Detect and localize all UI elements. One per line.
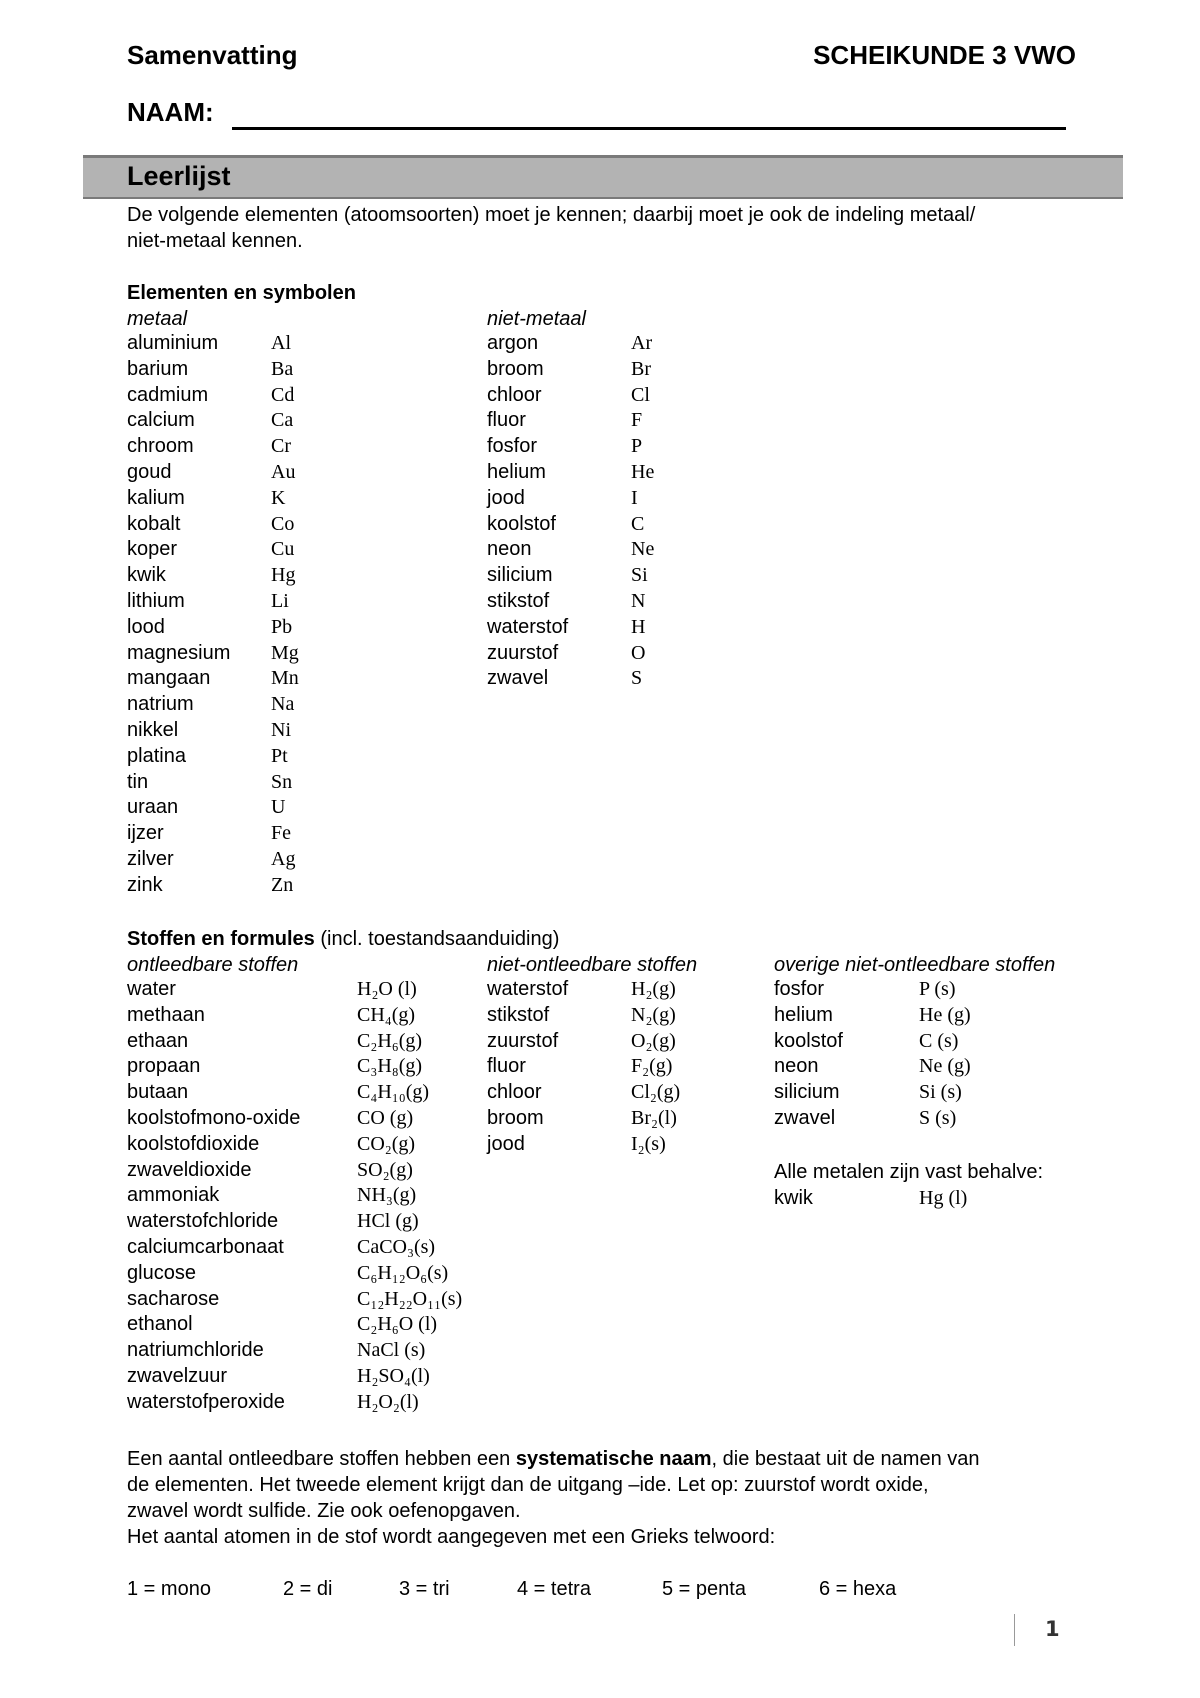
substance-name: koolstof — [774, 1029, 843, 1052]
substance-formula: NaCl (s) — [357, 1339, 426, 1362]
substance-formula: C₆H₁₂O₆(s) — [357, 1261, 449, 1284]
systematic-term: systematische naam — [515, 1448, 712, 1470]
substance-formula: CaCO₃(s) — [357, 1235, 436, 1258]
nonmetal-symbol: Si — [631, 564, 648, 587]
metal-symbol: U — [271, 796, 286, 819]
metal-symbol: Au — [271, 460, 296, 483]
metal-name: uraan — [127, 796, 179, 819]
metal-symbol: Fe — [271, 822, 291, 845]
substance-name: helium — [774, 1003, 833, 1026]
nonmetal-symbol: P — [631, 435, 643, 458]
other-formulas — [919, 977, 971, 1132]
metal-symbol: Cr — [271, 435, 291, 458]
substance-name: natriumchloride — [127, 1339, 264, 1362]
nonmetal-name: argon — [487, 332, 539, 354]
systematic-line-1 — [127, 1446, 980, 1472]
metals-exception-name: kwik — [774, 1187, 813, 1209]
nonmetal-name: broom — [487, 357, 544, 380]
nonmetal-name: stikstof — [487, 589, 550, 612]
metal-name: cadmium — [127, 383, 209, 406]
metal-name: tin — [127, 770, 149, 793]
substance-name: koolstofmono-oxide — [127, 1106, 301, 1129]
substance-formula: Br₂(l) — [631, 1106, 677, 1129]
substance-formula: H₂O (l) — [357, 978, 417, 1000]
metal-name: zilver — [127, 847, 174, 870]
intro-line-2: niet-metaal kennen. — [127, 230, 303, 252]
substance-name: ethanol — [127, 1313, 193, 1336]
substance-name: ammoniak — [127, 1184, 220, 1207]
page-number: 1 — [1045, 1617, 1060, 1641]
systematic-text-a: Een aantal ontleedbare stoffen hebben een — [127, 1448, 516, 1470]
metal-name: ijzer — [127, 822, 164, 845]
metal-symbol: Cu — [271, 538, 295, 561]
metal-symbol: Co — [271, 512, 295, 535]
substance-formula: H₂SO₄(l) — [357, 1364, 430, 1387]
substance-formula: C₃H₈(g) — [357, 1055, 423, 1078]
substance-formula: I₂(s) — [631, 1132, 666, 1155]
substance-name: fluor — [487, 1055, 526, 1078]
decomposable-formulas — [357, 977, 462, 1416]
substance-formula: C₂H₆O (l) — [357, 1313, 438, 1336]
substance-name: zuurstof — [487, 1029, 559, 1052]
nonmetal-symbol: H — [631, 615, 646, 638]
substance-formula: C₁₂H₂₂O₁₁(s) — [357, 1287, 463, 1310]
metal-names — [127, 331, 230, 899]
substance-formula: N₂(g) — [631, 1003, 676, 1026]
nonmetal-name: chloor — [487, 383, 542, 406]
nonmetal-symbol: I — [631, 486, 638, 509]
nonmetal-names — [487, 331, 568, 692]
metal-symbol: Sn — [271, 770, 293, 793]
metal-symbol: Al — [271, 332, 291, 354]
nonmetal-symbol: He — [631, 460, 655, 483]
substance-name: water — [127, 978, 176, 1000]
greek-2: 3 = tri — [399, 1578, 450, 1600]
nonmetal-name: koolstof — [487, 512, 556, 535]
substance-name: glucose — [127, 1261, 196, 1284]
substance-name: jood — [487, 1132, 525, 1155]
elements-heading: Elementen en symbolen — [127, 282, 356, 304]
metal-symbols — [271, 331, 299, 899]
nonmetal-heading: niet-metaal — [487, 308, 586, 330]
header-subject: SCHEIKUNDE 3 VWO — [813, 40, 1076, 70]
nonmetal-symbol: O — [631, 641, 646, 664]
metal-name: magnesium — [127, 641, 231, 664]
substance-name: koolstofdioxide — [127, 1132, 260, 1155]
substance-formula: CH₄(g) — [357, 1003, 416, 1026]
nonmetal-name: zuurstof — [487, 641, 559, 664]
substance-name: waterstofchloride — [127, 1210, 279, 1233]
metal-name: koper — [127, 538, 178, 561]
metals-exception-formula: Hg (l) — [919, 1187, 968, 1209]
substance-formula: H₂(g) — [631, 978, 676, 1000]
substance-formula: He (g) — [919, 1003, 971, 1026]
metal-symbol: Hg — [271, 564, 296, 587]
metal-symbol: Ca — [271, 409, 294, 432]
substance-formula: Ne (g) — [919, 1055, 971, 1078]
non-decomposable-names — [487, 977, 568, 1158]
name-fill-line — [232, 127, 1066, 130]
metal-name: calcium — [127, 409, 195, 432]
substance-formula: F₂(g) — [631, 1055, 673, 1078]
substance-name: stikstof — [487, 1003, 550, 1026]
metals-note: Alle metalen zijn vast behalve: — [774, 1161, 1044, 1183]
metal-name: mangaan — [127, 667, 211, 690]
metal-name: zink — [127, 873, 163, 896]
metal-name: natrium — [127, 693, 194, 716]
metal-symbol: Mn — [271, 667, 299, 690]
metal-name: kobalt — [127, 512, 181, 535]
substance-name: methaan — [127, 1003, 205, 1026]
nonmetal-symbol: N — [631, 589, 646, 612]
substance-formula: S (s) — [919, 1106, 957, 1129]
substance-formula: H₂O₂(l) — [357, 1390, 419, 1413]
substance-formula: CO (g) — [357, 1106, 414, 1129]
nonmetal-name: zwavel — [487, 667, 549, 690]
substance-formula: C₂H₆(g) — [357, 1029, 423, 1052]
section-bar — [83, 155, 1123, 199]
nonmetal-name: silicium — [487, 564, 553, 587]
substances-heading-rest: (incl. toestandsaanduiding) — [314, 928, 560, 950]
decomposable-names — [127, 977, 300, 1416]
nonmetal-symbol: Br — [631, 357, 651, 380]
substance-formula: SO₂(g) — [357, 1158, 413, 1181]
greek-0: 1 = mono — [127, 1578, 211, 1600]
metal-name: lithium — [127, 589, 185, 612]
other-names — [774, 977, 843, 1132]
metal-name: platina — [127, 744, 186, 767]
non-decomposable-heading: niet-ontleedbare stoffen — [487, 954, 698, 976]
systematic-text-c: , die bestaat uit de namen van — [711, 1448, 980, 1470]
substance-name: broom — [487, 1106, 544, 1129]
greek-1: 2 = di — [283, 1578, 333, 1600]
greek-3: 4 = tetra — [517, 1578, 591, 1600]
metal-name: aluminium — [127, 332, 219, 354]
nonmetal-symbol: C — [631, 512, 645, 535]
nonmetal-name: fluor — [487, 409, 526, 432]
metal-symbol: K — [271, 486, 286, 509]
nonmetal-name: fosfor — [487, 435, 538, 458]
metal-heading: metaal — [127, 308, 188, 330]
substances-heading-bold: Stoffen en formules — [127, 928, 315, 950]
nonmetal-name: helium — [487, 460, 546, 483]
metal-symbol: Mg — [271, 641, 299, 664]
substance-formula: NH₃(g) — [357, 1184, 417, 1207]
nonmetal-name: jood — [487, 486, 525, 509]
metal-symbol: Na — [271, 693, 295, 716]
metal-symbol: Ni — [271, 718, 291, 741]
substance-name: zwavelzuur — [127, 1364, 228, 1387]
substance-name: propaan — [127, 1055, 201, 1078]
metal-symbol: Zn — [271, 873, 294, 896]
metal-symbol: Cd — [271, 383, 295, 406]
systematic-line-2: de elementen. Het tweede element krijgt dan de uitgang –ide. Let op: zuurstof wordt oxide, — [127, 1474, 929, 1496]
substance-name: ethaan — [127, 1029, 189, 1052]
metal-symbol: Pt — [271, 744, 288, 767]
metal-symbol: Li — [271, 589, 289, 612]
substance-name: sacharose — [127, 1287, 220, 1310]
other-heading: overige niet-ontleedbare stoffen — [774, 954, 1056, 976]
substance-name: calciumcarbonaat — [127, 1235, 284, 1258]
metal-symbol: Pb — [271, 615, 293, 638]
substance-formula: CO₂(g) — [357, 1132, 416, 1155]
decomposable-heading: ontleedbare stoffen — [127, 954, 299, 976]
substance-formula: C (s) — [919, 1029, 959, 1052]
systematic-line-3: zwavel wordt sulfide. Zie ook oefenopgaven. — [127, 1500, 521, 1522]
substance-name: fosfor — [774, 978, 825, 1000]
substance-formula: Si (s) — [919, 1081, 962, 1104]
nonmetal-symbol: Cl — [631, 383, 650, 406]
nonmetal-name: neon — [487, 538, 532, 561]
substance-name: neon — [774, 1055, 819, 1078]
substance-formula: O₂(g) — [631, 1029, 676, 1052]
metal-name: kalium — [127, 486, 185, 509]
substance-formula: HCl (g) — [357, 1210, 419, 1233]
greek-5: 6 = hexa — [819, 1578, 897, 1600]
substance-name: zwavel — [774, 1106, 836, 1129]
nonmetal-symbol: S — [631, 667, 643, 690]
intro-line-1: De volgende elementen (atoomsoorten) moet je kennen; daarbij moet je ook de indeling metaal/ — [127, 204, 976, 226]
substance-name: chloor — [487, 1081, 542, 1104]
section-title: Leerlijst — [127, 161, 231, 191]
nonmetal-symbol: Ar — [631, 332, 653, 354]
metal-name: goud — [127, 460, 172, 483]
substance-name: silicium — [774, 1081, 840, 1104]
metal-symbol: Ag — [271, 847, 296, 870]
nonmetal-name: waterstof — [487, 615, 569, 638]
substance-formula: P (s) — [919, 978, 956, 1000]
metal-name: chroom — [127, 435, 194, 458]
substance-name: zwaveldioxide — [127, 1158, 252, 1181]
nonmetal-symbol: F — [631, 409, 643, 432]
substance-name: waterstofperoxide — [127, 1390, 285, 1413]
metal-name: nikkel — [127, 718, 179, 741]
metal-name: barium — [127, 357, 189, 380]
page-number-divider — [1014, 1614, 1015, 1646]
greek-4: 5 = penta — [662, 1578, 746, 1600]
substance-formula: Cl₂(g) — [631, 1081, 681, 1104]
substance-formula: C₄H₁₀(g) — [357, 1081, 430, 1104]
non-decomposable-formulas — [631, 977, 680, 1158]
substance-name: butaan — [127, 1081, 189, 1104]
metal-name: lood — [127, 615, 165, 638]
nonmetal-symbols — [631, 331, 654, 692]
substances-heading — [127, 926, 559, 952]
systematic-line-4: Het aantal atomen in de stof wordt aangegeven met een Grieks telwoord: — [127, 1526, 776, 1548]
metal-symbol: Ba — [271, 357, 294, 380]
metal-name: kwik — [127, 564, 166, 587]
nonmetal-symbol: Ne — [631, 538, 655, 561]
name-label: NAAM: — [127, 97, 214, 127]
substance-name: waterstof — [487, 978, 569, 1000]
header-title: Samenvatting — [127, 40, 298, 70]
